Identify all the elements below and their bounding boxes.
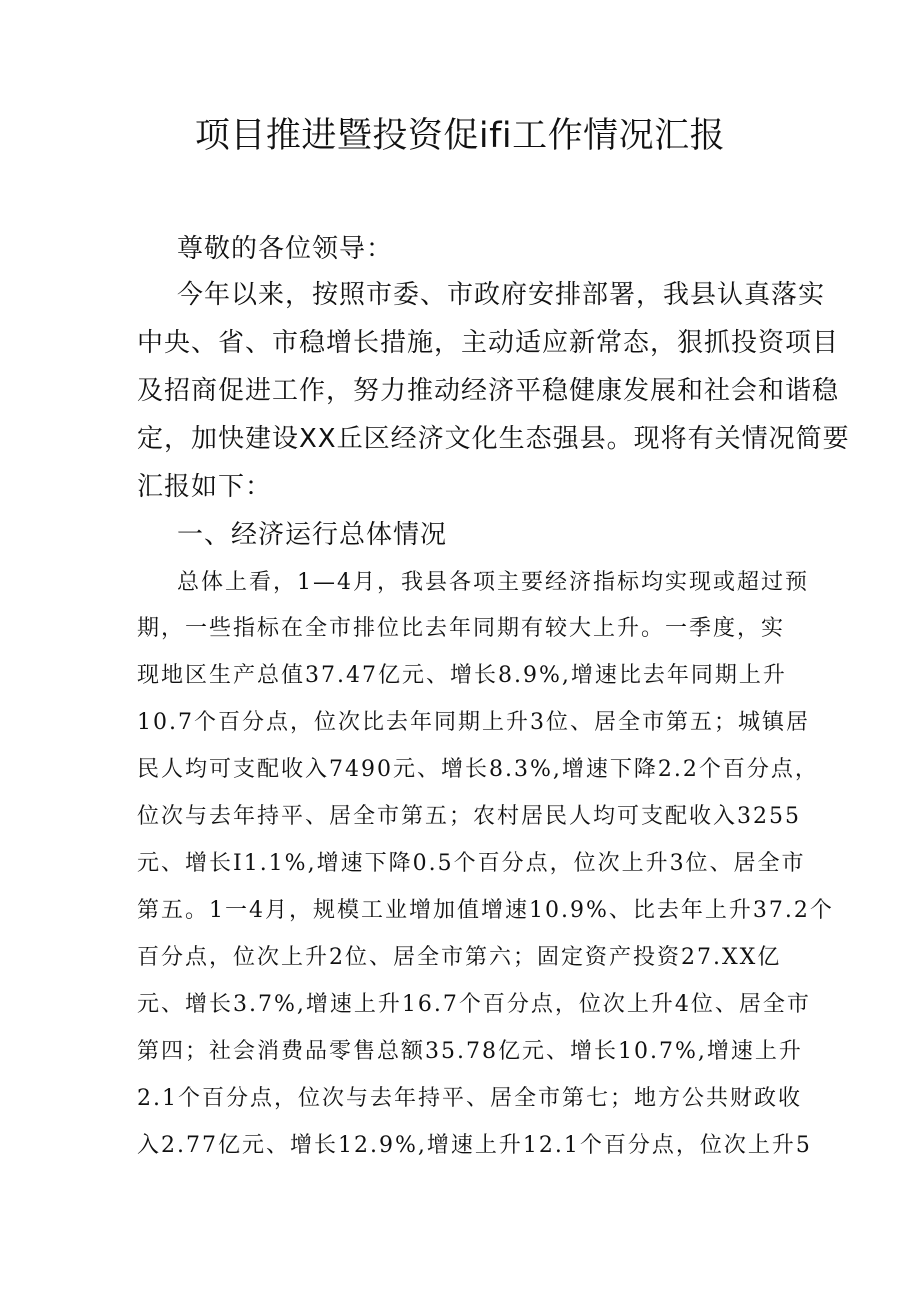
body-line: 总体上看，1—4月，我县各项主要经济指标均实现或超过预 (177, 570, 809, 595)
intro-line: 汇报如下： (137, 472, 273, 502)
intro-line: 定，加快建设XX丘区经济文化生态强县。现将有关情况简要 (137, 424, 850, 454)
body-line: 期，一些指标在全市排位比去年同期有较大上升。一季度，实 (137, 616, 786, 641)
intro-line: 中央、省、市稳增长措施，主动适应新常态，狠抓投资项目 (137, 328, 840, 358)
body-line: 元、增长3.7%,增速上升16.7个百分点，位次上升4位、居全市 (137, 992, 811, 1017)
body-line: 入2.77亿元、增长12.9%,增速上升12.1个百分点，位次上升5 (137, 1133, 812, 1158)
section-heading: 一、经济运行总体情况 (177, 520, 448, 550)
body-line: 百分点，位次上升2位、居全市第六；固定资产投资27.XX亿 (137, 945, 782, 970)
body-line: 现地区生产总值37.47亿元、增长8.9%,增速比去年同期上升 (137, 663, 787, 688)
body-line: 第四；社会消费品零售总额35.78亿元、增长10.7%,增速上升 (137, 1039, 803, 1064)
body-line: 2.1个百分点，位次与去年持平、居全市第七；地方公共财政收 (137, 1086, 802, 1111)
body-line: 第五。1一4月，规模工业增加值增速10.9%、比去年上升37.2个 (137, 898, 834, 923)
body-line: 民人均可支配收入7490元、增长8.3%,增速下降2.2个百分点， (137, 757, 819, 782)
salutation: 尊敬的各位领导： (177, 234, 394, 264)
body-line: 位次与去年持平、居全市第五；农村居民人均可支配收入3255 (137, 804, 801, 829)
document-title: 项目推进暨投资促ifi工作情况汇报 (194, 116, 726, 156)
intro-line: 今年以来，按照市委、市政府安排部署，我县认真落实 (177, 280, 826, 310)
body-line: 10.7个百分点，位次比去年同期上升3位、居全市第五；城镇居 (137, 710, 810, 735)
intro-line: 及招商促进工作，努力推动经济平稳健康发展和社会和谐稳 (137, 376, 840, 406)
body-line: 元、增长I1.1%,增速下降0.5个百分点，位次上升3位、居全市 (137, 851, 806, 876)
